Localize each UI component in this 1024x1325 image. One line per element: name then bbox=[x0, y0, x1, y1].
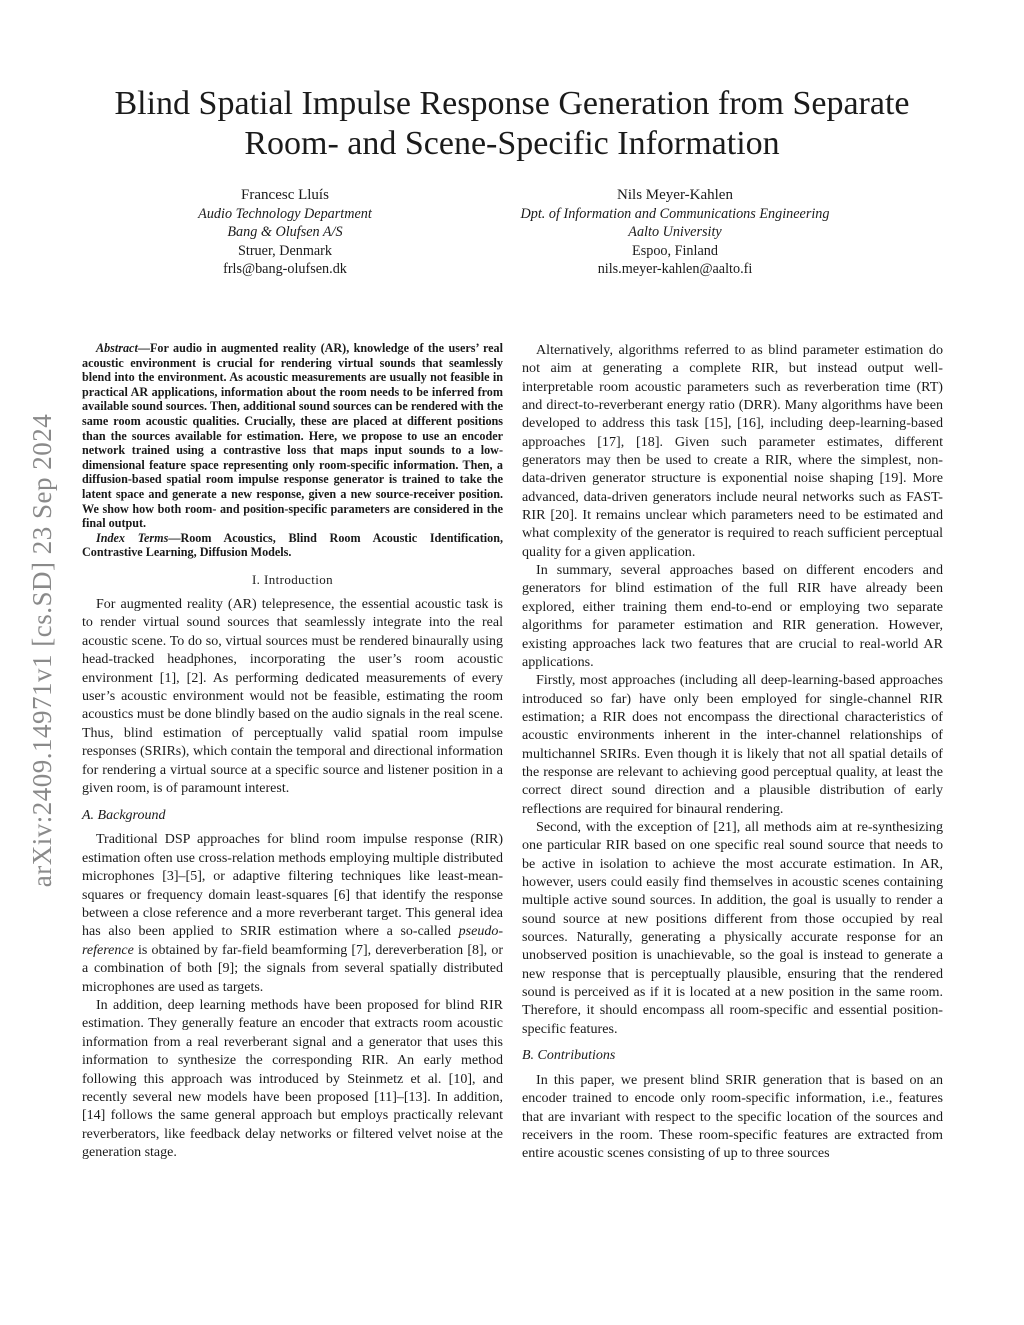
background-paragraph-6: Second, with the exception of [21], all methods aim at re-synthesizing one particular RIR based on one specific real sound source that needs to be active in isolation to achieve the most accurate estimation. In AR, however, users could easily find themselves in acoustic scenes containing multiple active sound sources. In addition, the goal is usually to render a sound source at new positions different from those occupied by real sources. Naturally, generating a physically accurate response for an unobserved position is unachievable, so the goal is instead to generate a new response that is perceptually plausible, ensuring that the rendered sound is perceived as if it is located at a new position in the same room. Therefore, it should encompass all room-specific and essential position-specific features. bbox=[522, 818, 943, 1037]
contributions-paragraph: In this paper, we present blind SRIR generation that is based on an encoder trained to encode only room-specific information, i.e., features that are invariant with respect to the specific location of the sources and receivers in the room. These room-specific features are extracted from entire acoustic scenes consisting of up to three sources bbox=[522, 1072, 943, 1162]
author-department: Audio Technology Department bbox=[198, 205, 372, 222]
author-block-1 bbox=[150, 186, 420, 279]
background-paragraph-1 bbox=[82, 831, 503, 997]
intro-paragraph: For augmented reality (AR) telepresence, the essential acoustic task is to render virtual sound sources that seamlessly integrate into the real acoustic scene. To do so, virtual sources must be rendered binaurally using head-tracked headphones, incorporating the user’s room acoustic environment [1], [2]. As performing dedicated measurements of every user’s acoustic environment would not be feasible, estimating the room acoustics must be done blindly based on the audio signals in the real scene. Thus, blind estimation of perceptually valid spatial room impulse responses (SRIRs), which contain the temporal and directional information for rendering a virtual source at a specific source and listener position in a given room, is of paramount interest. bbox=[82, 596, 503, 796]
background-paragraph-1-part-a: Traditional DSP approaches for blind room impulse response (RIR) estimation often use cross-relation methods employing multiple distributed microphones [3]–[5], or adaptive filtering techniques like least-mean-squares or frequency domain least-squares [6] that identify the response between a close reference and a more reverberant target. This general idea has also been applied to SRIR estimation where a so-called bbox=[82, 832, 503, 940]
author-email: frls@bang-olufsen.dk bbox=[223, 261, 347, 278]
background-paragraph-3: Alternatively, algorithms referred to as blind parameter estimation do not aim at generating a complete RIR, but instead output well-interpretable room acoustic parameters such as reverberation time (RT) and direct-to-reverberant energy ratio (DRR). Many algorithms have been developed to address this task [15], [16], including deep-learning-based approaches [17], [18]. Given such parameter estimates, different generators may then be used to create a RIR, where the simplest, non-data-driven generator structure is exponential noise shaping [19]. More advanced, data-driven generators include neural networks such as FAST-RIR [20]. It remains unclear which parameters need to be estimated and what complexity of the generator is required to reach sufficient perceptual quality for a given application. bbox=[522, 342, 943, 560]
arxiv-identifier bbox=[26, 350, 60, 950]
paper-title-line-1: Blind Spatial Impulse Response Generation from Separate bbox=[114, 85, 910, 122]
author-block-2 bbox=[480, 186, 870, 279]
author-location: Espoo, Finland bbox=[632, 242, 718, 259]
arxiv-identifier-text: arXiv:2409.14971v1 [cs.SD] 23 Sep 2024 bbox=[27, 413, 58, 887]
index-terms bbox=[82, 531, 503, 560]
index-terms-text: —Room Acoustics, Blind Room Acoustic Identification, Contrastive Learning, Diffusion Models. bbox=[82, 530, 504, 560]
left-column bbox=[82, 341, 503, 1163]
paper-title-line-2: Room- and Scene-Specific Information bbox=[244, 125, 780, 162]
section-heading-introduction: I. Introduction bbox=[251, 571, 334, 587]
author-organization: Aalto University bbox=[628, 224, 722, 241]
subsection-heading-contributions: B. Contributions bbox=[522, 1048, 616, 1064]
pseudo-reference-term: pseudo-reference bbox=[82, 924, 503, 958]
author-email: nils.meyer-kahlen@aalto.fi bbox=[597, 261, 753, 278]
subsection-heading-background: A. Background bbox=[82, 808, 166, 824]
author-location: Struer, Denmark bbox=[238, 242, 332, 259]
background-paragraph-2: In addition, deep learning methods have been proposed for blind RIR estimation. They generally feature an encoder that extracts room acoustic information from a real reverberant signal and a generator that uses this information to synthesize the corresponding RIR. An early method following this approach was introduced by Steinmetz et al. [10], and recently several new models have been proposed [11]–[13]. In addition, [14] follows the same general approach but employs practically relevant reverberators, like feedback delay networks or filtered velvet noise at the generation stage. bbox=[82, 998, 503, 1161]
background-paragraph-4: In summary, several approaches based on different encoders and generators for blind estimation of the full RIR have already been explored, either training them end-to-end or employing two separate algorithms for parameter estimation and RIR generation. However, existing approaches lack two features that are crucial to real-world AR applications. bbox=[522, 562, 943, 670]
background-paragraph-1-part-b: is obtained by far-field beamforming [7], dereverberation [8], or a combination of both [9]; the signals from several spatially distributed microphones are used as targets. bbox=[82, 942, 503, 995]
paper-title bbox=[90, 84, 934, 164]
author-name: Francesc Lluís bbox=[241, 187, 329, 203]
index-terms-label: Index Terms bbox=[96, 530, 169, 545]
background-paragraph-5: Firstly, most approaches (including all deep-learning-based approaches introduced so far) have only been employed for single-channel RIR estimation; a RIR does not encompass the directional characteristics of acoustic environments inherent in the inter-channel relationships of multichannel SRIRs. Even though it is likely that not all spatial details of the response are relevant to achieving good perceptual quality, at least the correct direct sound direction and a plausible distribution of early reflections are required for binaural rendering. bbox=[522, 672, 943, 817]
author-department: Dpt. of Information and Communications Engineering bbox=[520, 205, 830, 222]
right-column bbox=[522, 341, 943, 1163]
author-name: Nils Meyer-Kahlen bbox=[617, 187, 733, 203]
abstract bbox=[82, 341, 503, 531]
abstract-text: For audio in augmented reality (AR), knowledge of the users’ real acoustic environment is crucial for rendering virtual sounds that seamlessly blend into the environment. As acoustic measurements are usually not feasible in practical AR applications, information about the room needs to be inferred from available sound sources. Then, additional sound sources can be rendered with the same room acoustic qualities. Crucially, these are placed at different positions than the sources available for estimation. Here, we propose to use an encoder network trained using a contrastive loss that maps input sounds to a low-dimensional feature space representing only room-specific information. Then, a diffusion-based spatial room impulse response generator is trained to take the latent space and generate a new response, given a new source-receiver position. We show how both room- and position-specific parameters are considered in the final output. bbox=[82, 341, 503, 531]
author-organization: Bang & Olufsen A/S bbox=[227, 224, 343, 241]
abstract-label: Abstract— bbox=[96, 341, 150, 355]
